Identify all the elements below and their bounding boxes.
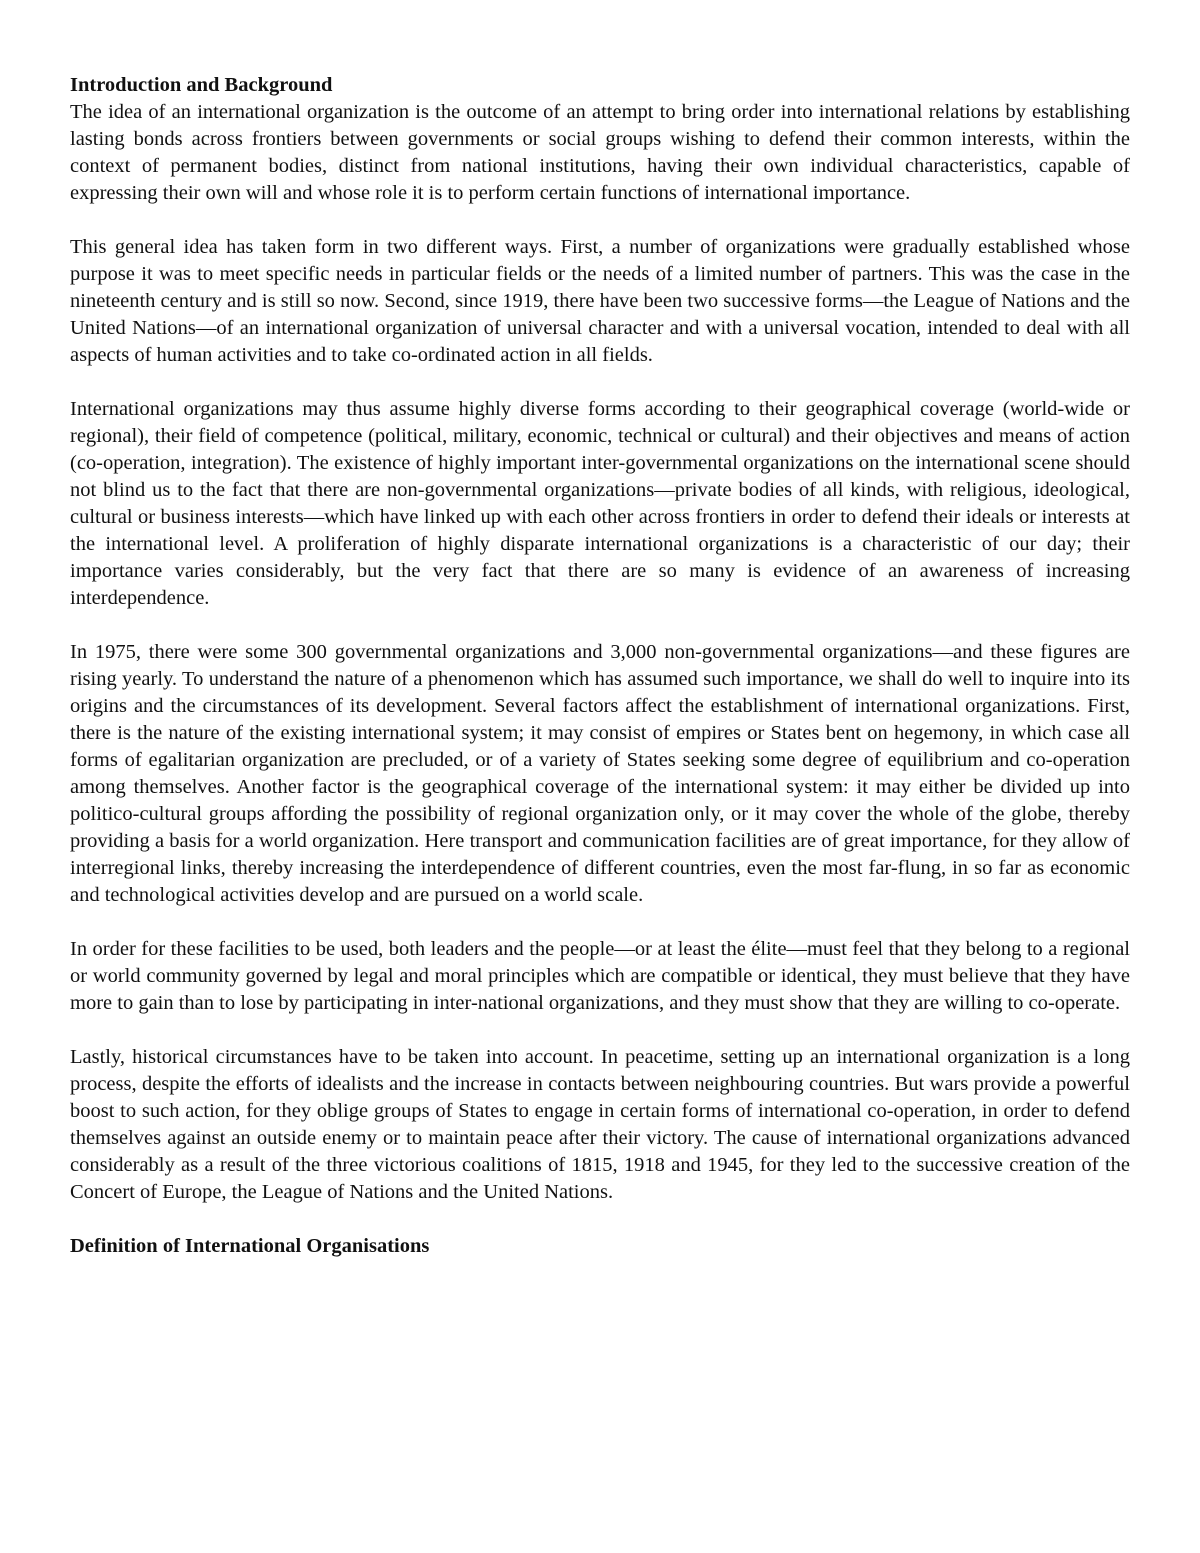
paragraph-2: This general idea has taken form in two different ways. First, a number of organizations were gradually established whose purpose it was to meet specific needs in particular fields or the needs of a limited number of partners. This was the case in the nineteenth century and is still so now. Second, since 1919, there have been two successive forms—the League of Nations and the United Nations—of an international organization of universal character and with a universal vocation, intended to deal with all aspects of human activities and to take co-ordinated action in all fields. [70,236,1130,366]
paragraph-3: International organizations may thus assume highly diverse forms according to their geographical coverage (world-wide or regional), their field of competence (political, military, economic, technical or cultural) and their objectives and means of action (co-operation, integration). The existence of highly important inter-governmental organizations on the international scene should not blind us to the fact that there are non-governmental organizations—private bodies of all kinds, with religious, ideological, cultural or business interests—which have linked up with each other across frontiers in order to defend their ideals or interests at the international level. A proliferation of highly disparate international organizations is a characteristic of our day; their importance varies considerably, but the very fact that there are so many is evidence of an awareness of increasing interdependence. [70,398,1130,609]
section-heading-introduction: Introduction and Background [70,74,333,96]
paragraph-1: The idea of an international organization is the outcome of an attempt to bring order into international relations by establishing lasting bonds across frontiers between governments or social groups wishing to defend their common interests, within the context of permanent bodies, distinct from national institutions, having their own individual characteristics, capable of expressing their own will and whose role it is to perform certain functions of international importance. [70,101,1130,204]
paragraph-4: In 1975, there were some 300 governmental organizations and 3,000 non-governmental organizations—and these figures are rising yearly. To understand the nature of a phenomenon which has assumed such importance, we shall do well to inquire into its origins and the circumstances of its development. Several factors affect the establishment of international organizations. First, there is the nature of the existing international system; it may consist of empires or States bent on hegemony, in which case all forms of egalitarian organization are precluded, or of a variety of States seeking some degree of equilibrium and co-operation among themselves. Another factor is the geographical coverage of the international system: it may either be divided up into politico-cultural groups affording the possibility of regional organization only, or it may cover the whole of the globe, thereby providing a basis for a world organization. Here transport and communication facilities are of great importance, for they allow of interregional links, thereby increasing the interdependence of different countries, even the most far-flung, in so far as economic and technological activities develop and are pursued on a world scale. [70,641,1130,906]
document-page [70,72,1130,1260]
paragraph-6: Lastly, historical circumstances have to be taken into account. In peacetime, setting up an international organization is a long process, despite the efforts of idealists and the increase in contacts between neighbouring countries. But wars provide a powerful boost to such action, for they oblige groups of States to engage in certain forms of international co-operation, in order to defend themselves against an outside enemy or to maintain peace after their victory. The cause of international organizations advanced considerably as a result of the three victorious coalitions of 1815, 1918 and 1945, for they led to the successive creation of the Concert of Europe, the League of Nations and the United Nations. [70,1046,1130,1203]
paragraph-5: In order for these facilities to be used, both leaders and the people—or at least the élite—must feel that they belong to a regional or world community governed by legal and moral principles which are compatible or identical, they must believe that they have more to gain than to lose by participating in inter-national organizations, and they must show that they are willing to co-operate. [70,938,1130,1014]
section-heading-definition: Definition of International Organisations [70,1235,430,1257]
